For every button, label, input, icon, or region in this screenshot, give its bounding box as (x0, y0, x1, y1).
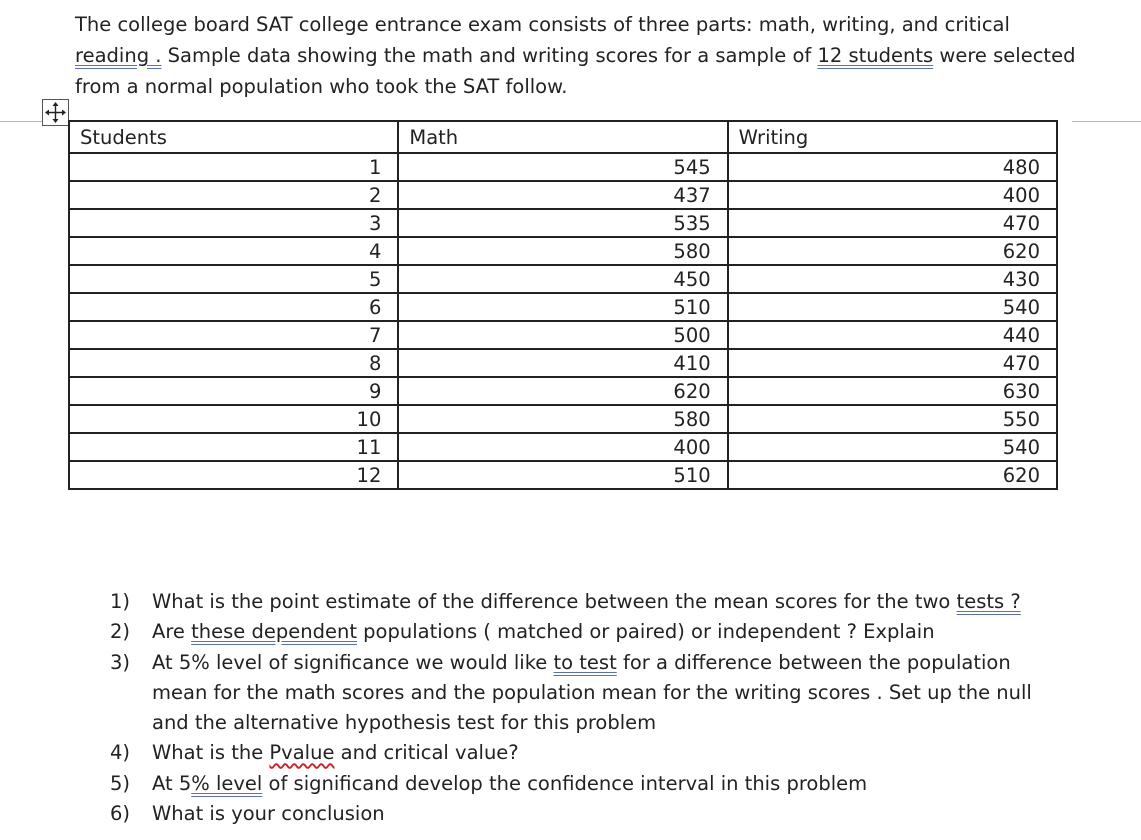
cell-writing: 630 (728, 377, 1057, 405)
question-text: At 5 (152, 771, 192, 795)
table-row (69, 461, 1057, 489)
question-item (110, 587, 1070, 617)
question-number: 2) (110, 620, 131, 644)
table-row (69, 293, 1057, 321)
cell-writing: 540 (728, 433, 1057, 461)
cell-math: 545 (398, 153, 727, 181)
header-math: Math (398, 121, 727, 153)
question-underlined-text: these dependent (191, 620, 357, 644)
cell-writing: 470 (728, 209, 1057, 237)
cell-student: 3 (69, 209, 398, 237)
header-writing: Writing (728, 121, 1057, 153)
question-number: 1) (110, 590, 131, 613)
table-row (69, 433, 1057, 461)
question-item (110, 648, 1070, 739)
question-text: for a difference between the population mean for the math scores and the population mean for the writing scores . Set up the null and the alternative hypothesis test for this problem (152, 650, 1032, 735)
question-text: of significand develop the confidence interval in this problem (262, 771, 868, 795)
cell-math: 400 (398, 433, 727, 461)
intro-underlined-students: 12 students (817, 44, 934, 67)
question-number: 5) (110, 771, 131, 795)
intro-paragraph (75, 9, 1085, 102)
question-item (110, 799, 1070, 829)
cell-writing: 470 (728, 349, 1057, 377)
table-row (69, 321, 1057, 349)
cell-writing: 400 (728, 181, 1057, 209)
cell-math: 450 (398, 265, 727, 293)
table-row (69, 237, 1057, 265)
cell-writing: 440 (728, 321, 1057, 349)
intro-text-3: were selected from a normal population who took the SAT follow. (75, 44, 1076, 98)
question-underlined-text: % level (191, 771, 263, 795)
cell-student: 11 (69, 433, 398, 461)
question-misspelled-text: Pvalue (269, 741, 335, 765)
question-item (110, 738, 1070, 768)
cell-math: 580 (398, 237, 727, 265)
table-row (69, 377, 1057, 405)
cell-math: 510 (398, 293, 727, 321)
question-text: What is the (152, 741, 270, 765)
question-underlined-text: tests ? (956, 590, 1021, 613)
cell-student: 12 (69, 461, 398, 489)
question-text: and critical value? (334, 741, 519, 765)
question-list (110, 587, 1070, 829)
table-header-row (69, 121, 1057, 153)
cell-student: 7 (69, 321, 398, 349)
table-row (69, 153, 1057, 181)
table-move-handle-icon[interactable] (42, 99, 69, 126)
cell-student: 4 (69, 237, 398, 265)
table-row (69, 265, 1057, 293)
cell-math: 500 (398, 321, 727, 349)
scores-table (68, 120, 1058, 490)
cell-student: 10 (69, 405, 398, 433)
cell-math: 437 (398, 181, 727, 209)
cell-writing: 620 (728, 461, 1057, 489)
question-text: populations ( matched or paired) or independent ? Explain (356, 620, 935, 644)
question-item (110, 769, 1070, 799)
cell-writing: 620 (728, 237, 1057, 265)
header-students: Students (69, 121, 398, 153)
table-row (69, 181, 1057, 209)
table-row (69, 209, 1057, 237)
cell-student: 1 (69, 153, 398, 181)
question-text: At 5% level of significance we would like (152, 650, 554, 674)
cell-student: 6 (69, 293, 398, 321)
cell-math: 580 (398, 405, 727, 433)
cell-writing: 550 (728, 405, 1057, 433)
intro-text-2: Sample data showing the math and writing scores for a sample of (161, 44, 818, 67)
cell-student: 9 (69, 377, 398, 405)
table-row (69, 405, 1057, 433)
intro-underlined-reading: reading . (75, 44, 162, 67)
cell-writing: 430 (728, 265, 1057, 293)
cell-writing: 540 (728, 293, 1057, 321)
question-item (110, 617, 1070, 647)
question-text: What is the point estimate of the difference between the mean scores for the two (152, 590, 957, 613)
question-text: What is your conclusion (152, 802, 385, 826)
question-number: 3) (110, 650, 131, 674)
cell-student: 2 (69, 181, 398, 209)
question-underlined-text: to test (553, 650, 617, 674)
question-number: 4) (110, 741, 131, 765)
page-rule-left (0, 121, 42, 122)
question-number: 6) (110, 802, 131, 826)
page-rule-right (1072, 121, 1141, 122)
cell-math: 535 (398, 209, 727, 237)
table-body (69, 153, 1057, 489)
cell-student: 8 (69, 349, 398, 377)
cell-writing: 480 (728, 153, 1057, 181)
cell-student: 5 (69, 265, 398, 293)
cell-math: 410 (398, 349, 727, 377)
question-text: Are (152, 620, 192, 644)
cell-math: 510 (398, 461, 727, 489)
table-row (69, 349, 1057, 377)
intro-text-1: The college board SAT college entrance exam consists of three parts: math, writing, and critical (75, 13, 1010, 36)
cell-math: 620 (398, 377, 727, 405)
